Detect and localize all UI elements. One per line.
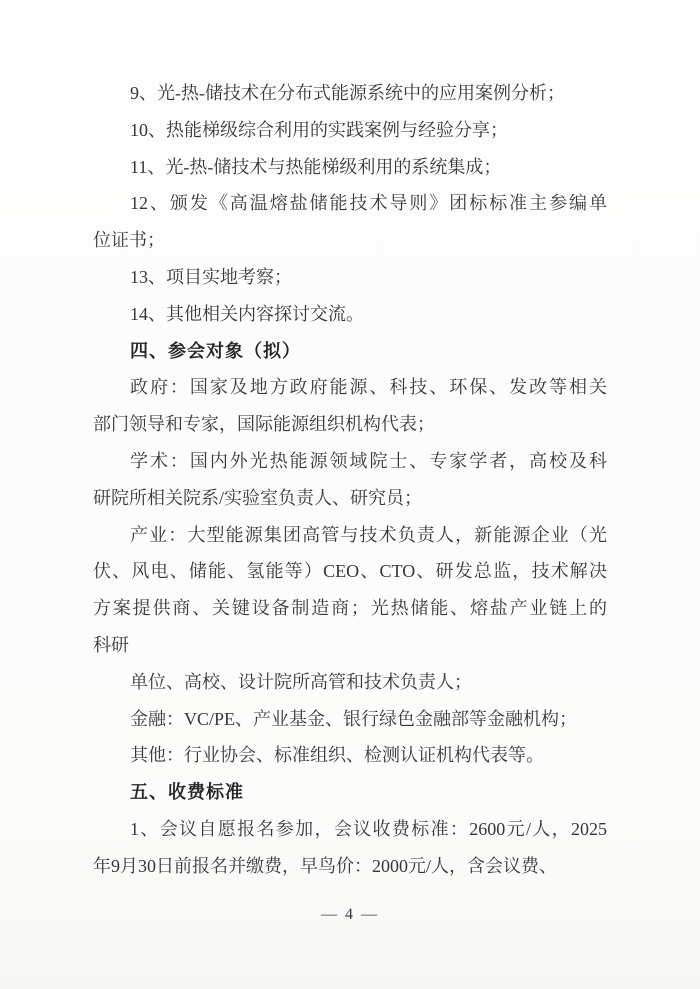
text-line: 其他：行业协会、标准组织、检测认证机构代表等。	[130, 745, 544, 766]
page-footer	[0, 906, 700, 924]
text-line: 学术：国内外光热能源领域院士、专家学者，高校及科	[130, 450, 607, 471]
attendees-other	[93, 737, 607, 774]
text-line: 方案提供商、关键设备制造商；光热储能、熔盐产业链上的	[93, 598, 607, 619]
agenda-item-12	[93, 185, 607, 259]
attendees-industry-units	[93, 664, 607, 701]
text-line: 13、项目实地考察；	[130, 266, 292, 287]
text-line: 研院所相关院系/实验室负责人、研究员；	[93, 487, 422, 508]
heading-line: 四、参会对象（拟）	[130, 340, 301, 361]
section-heading-4	[93, 333, 607, 370]
heading-line: 五、收费标准	[130, 782, 244, 803]
agenda-item-13	[93, 259, 607, 296]
text-line: 产业：大型能源集团高管与技术负责人，新能源企业（光	[130, 524, 607, 545]
agenda-item-14	[93, 296, 607, 333]
document-body	[93, 75, 607, 885]
text-line: 1、会议自愿报名参加，会议收费标准：2600元/人，2025	[130, 818, 607, 839]
page-number: — 4 —	[321, 906, 379, 923]
agenda-item-10	[93, 112, 607, 149]
text-line: 科研	[93, 634, 129, 655]
text-line: 部门领导和专家，国际能源组织机构代表；	[93, 414, 435, 435]
text-line: 年9月30日前报名并缴费，早鸟价：2000元/人，含会议费、	[93, 855, 557, 876]
text-line: 单位、高校、设计院所高管和技术负责人；	[130, 671, 472, 692]
fee-item-1	[93, 811, 607, 885]
text-line: 政府：国家及地方政府能源、科技、环保、发改等相关	[130, 377, 607, 398]
attendees-industry	[93, 517, 607, 664]
attendees-finance	[93, 701, 607, 738]
agenda-item-9	[93, 75, 607, 112]
text-line: 12、颁发《高温熔盐储能技术导则》团标标准主参编单	[130, 193, 607, 214]
text-line: 11、光-热-储技术与热能梯级利用的系统集成；	[130, 156, 502, 177]
text-line: 14、其他相关内容探讨交流。	[130, 303, 364, 324]
text-line: 10、热能梯级综合利用的实践案例与经验分享；	[130, 119, 508, 140]
section-heading-5	[93, 774, 607, 811]
attendees-academic	[93, 443, 607, 517]
attendees-government	[93, 369, 607, 443]
agenda-item-11	[93, 149, 607, 186]
text-line: 金融：VC/PE、产业基金、银行绿色金融部等金融机构；	[130, 708, 578, 729]
text-line: 9、光-热-储技术在分布式能源系统中的应用案例分析；	[130, 83, 565, 103]
text-line: 位证书；	[93, 230, 165, 251]
text-line: 伏、风电、储能、氢能等）CEO、CTO、研发总监，技术解决	[93, 561, 607, 582]
